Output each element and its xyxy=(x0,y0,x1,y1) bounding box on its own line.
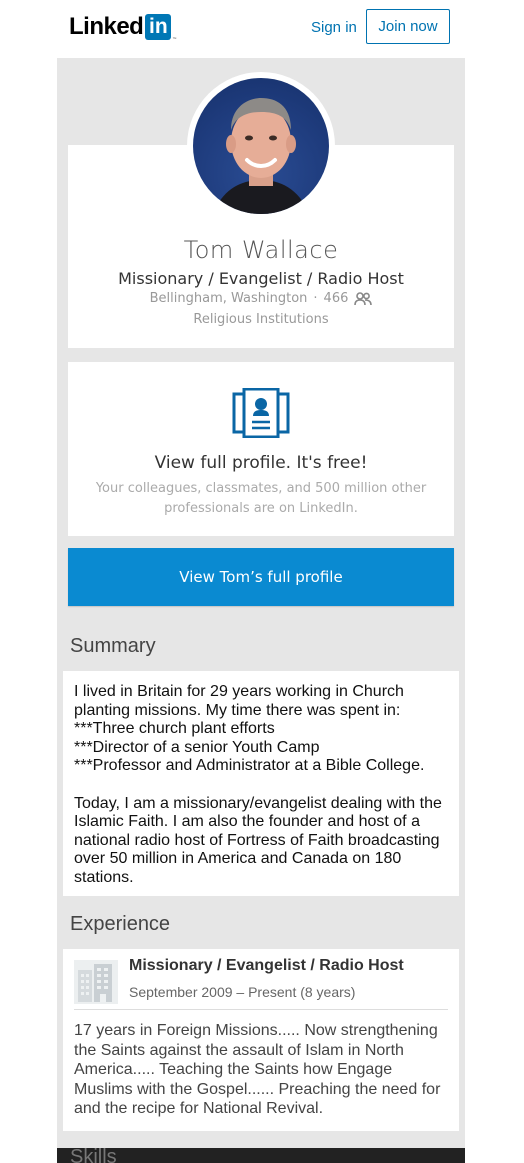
skills-bar xyxy=(57,1148,465,1163)
avatar-frame xyxy=(187,72,335,220)
skills-heading: Skills xyxy=(70,1148,117,1163)
join-now-button[interactable]: Join now xyxy=(366,9,450,44)
profile-headline: Missionary / Evangelist / Radio Host xyxy=(118,269,404,288)
sign-in-link[interactable]: Sign in xyxy=(311,19,357,36)
experience-description: 17 years in Foreign Missions..... Now strengthening the Saints against the assault of Islam in North America..... Teaching the Saints how Engage Muslims with the Gospel...... Preaching the need for and the recipe for National Revival. xyxy=(74,1022,441,1118)
avatar-portrait-icon xyxy=(193,78,329,214)
logo-badge: in xyxy=(145,14,171,40)
summary-text: I lived in Britain for 29 years working in Church planting missions. My time there was spent in: ***Three church plant efforts ***Director of a senior Youth Camp ***Professor and Administrator at a Bible College. Today, I am a missionary/evangelist dealing with the Islamic Faith. I am also the founder and host of a national radio host of Fortress of Faith broadcasting over 50 million in America and Canada on 180 stations. xyxy=(74,683,442,886)
experience-date: September 2009 – Present (8 years) xyxy=(129,984,356,1000)
linkedin-logo[interactable] xyxy=(69,13,176,41)
connections-icon xyxy=(354,292,372,306)
experience-divider xyxy=(74,1009,448,1010)
profile-industry: Religious Institutions xyxy=(193,312,329,327)
trademark-mark: ™ xyxy=(172,36,177,41)
avatar xyxy=(193,78,329,214)
connections-count: 466 xyxy=(323,291,349,306)
top-navbar xyxy=(0,0,524,58)
free-profile-title: View full profile. It's free! xyxy=(154,453,368,473)
profile-meta xyxy=(68,291,454,306)
experience-heading: Experience xyxy=(70,913,171,935)
profile-location: Bellingham, Washington xyxy=(149,291,308,306)
logo-wordmark: Linked xyxy=(69,13,144,40)
meta-separator: · xyxy=(313,291,318,306)
summary-heading: Summary xyxy=(70,635,156,657)
experience-title[interactable]: Missionary / Evangelist / Radio Host xyxy=(129,957,404,974)
view-full-profile-button[interactable]: View Tom’s full profile xyxy=(68,548,454,606)
company-building-icon xyxy=(74,960,118,1004)
free-profile-subtitle: Your colleagues, classmates, and 500 million other professionals are on LinkedIn. xyxy=(95,481,427,516)
profile-document-icon xyxy=(232,388,290,443)
profile-name: Tom Wallace xyxy=(183,236,339,264)
